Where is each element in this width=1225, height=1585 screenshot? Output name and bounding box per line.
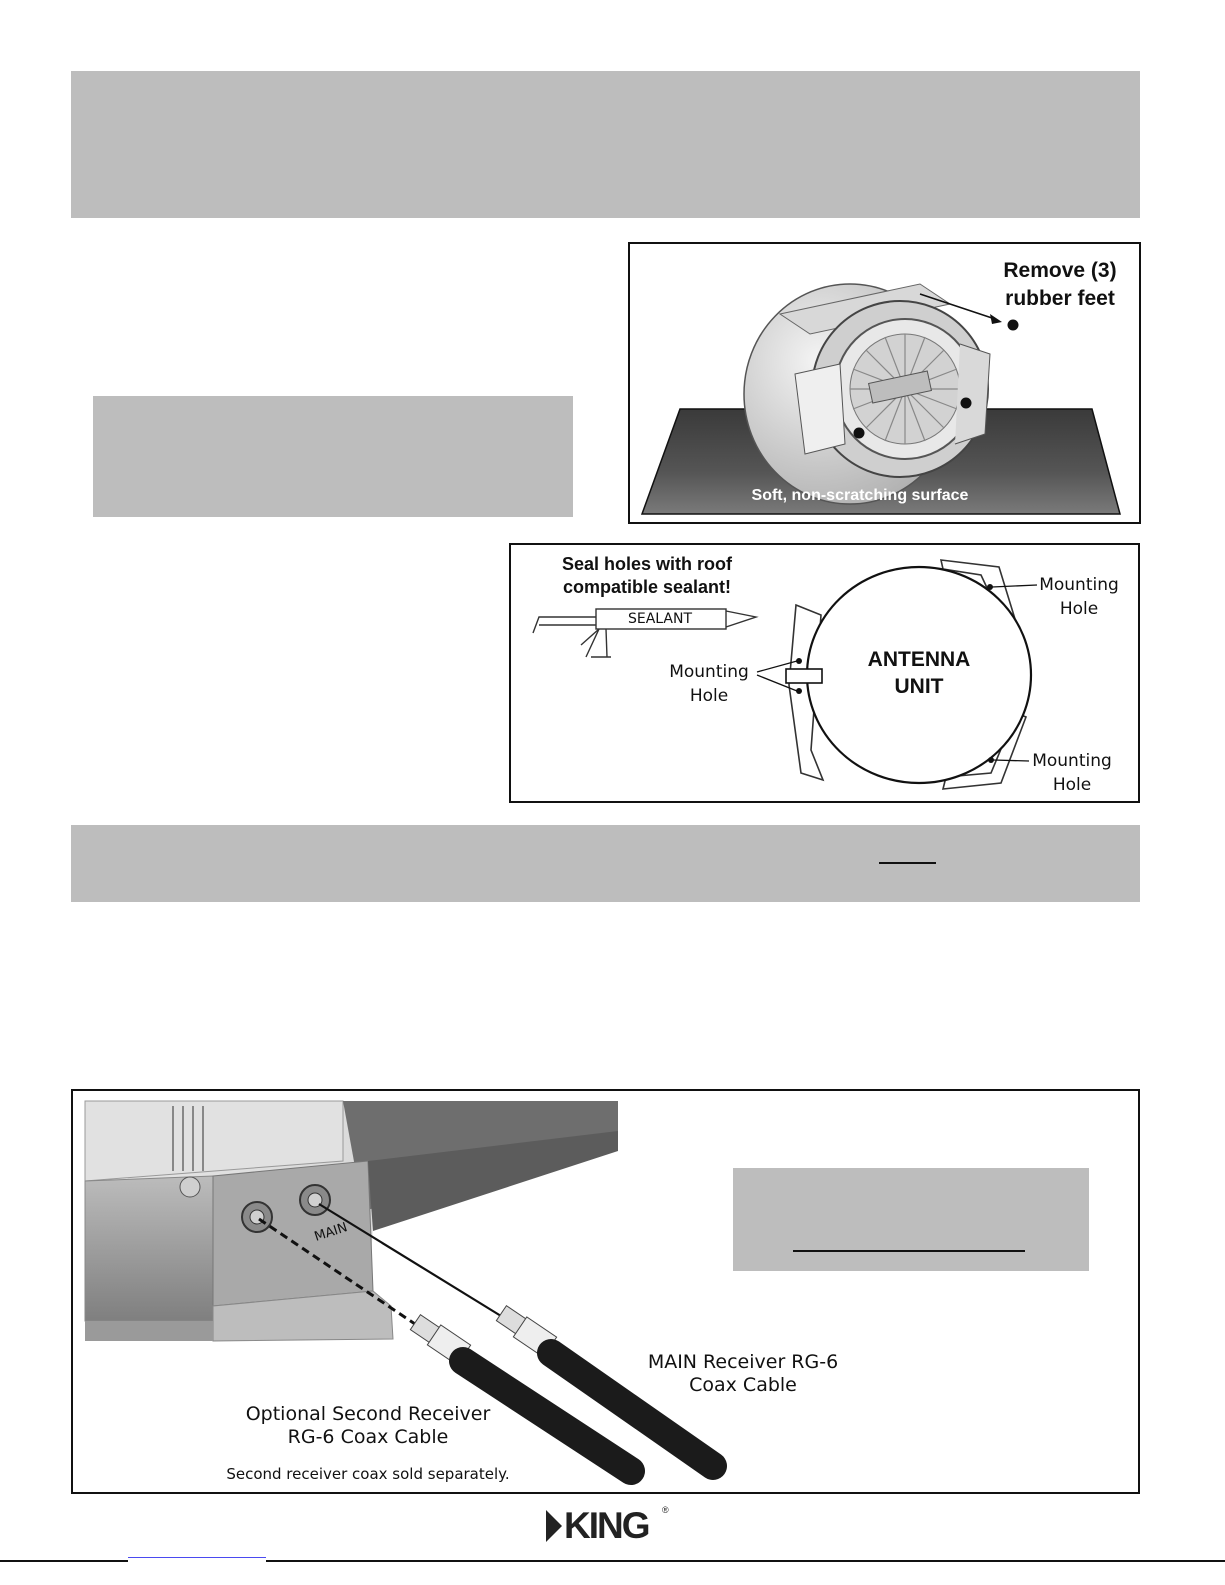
- mounting-hole-line-1: Mounting: [669, 662, 749, 682]
- seal-warning: [533, 553, 761, 599]
- antenna-unit-label: [849, 646, 989, 700]
- coax-note-underline: [793, 1250, 1025, 1252]
- antenna-unit-line-1: ANTENNA: [867, 648, 971, 671]
- main-cable-line-2: Coax Cable: [689, 1374, 797, 1396]
- surface-label: Soft, non-scratching surface: [751, 487, 969, 504]
- antenna-unit-line-2: UNIT: [894, 675, 944, 698]
- coax-note-box: [733, 1168, 1089, 1271]
- main-port-label: MAIN: [312, 1220, 350, 1245]
- coax-footnote: Second receiver coax sold separately.: [226, 1465, 510, 1483]
- mounting-hole-label-left: [659, 660, 759, 708]
- second-cable-line-2: RG-6 Coax Cable: [287, 1426, 449, 1448]
- mounting-hole-line-1: Mounting: [1032, 751, 1112, 771]
- mounting-hole-label-top-right: [1029, 573, 1129, 621]
- footer-rule-right: [266, 1560, 1225, 1562]
- remove-feet-callout: [985, 257, 1135, 313]
- seal-warning-line-2: compatible sealant!: [562, 577, 732, 597]
- mounting-hole-label-bottom-right: [1022, 749, 1122, 797]
- band-underline-mark: [879, 862, 936, 864]
- section-band: [71, 825, 1140, 902]
- note-box: [93, 396, 573, 517]
- sealant-tube-label: SEALANT: [627, 611, 693, 627]
- logo-registered-mark: ®: [662, 1505, 669, 1515]
- logo-chevron-icon: [546, 1510, 566, 1542]
- main-cable-label: [613, 1351, 873, 1397]
- mounting-hole-line-2: Hole: [1052, 775, 1092, 795]
- rubber-foot-marker: [854, 428, 865, 439]
- figure-mounting-holes: [509, 543, 1140, 803]
- figure-remove-feet: [628, 242, 1141, 524]
- header-band: [71, 71, 1140, 218]
- rubber-foot-marker: [961, 398, 972, 409]
- second-cable-line-1: Optional Second Receiver: [245, 1403, 491, 1425]
- footer-link-rule: [128, 1557, 266, 1558]
- seal-warning-line-1: Seal holes with roof: [561, 554, 733, 574]
- rubber-foot-marker: [1008, 320, 1019, 331]
- second-cable-label: [233, 1403, 503, 1449]
- figure-coax-connection: [71, 1089, 1140, 1494]
- callout-line-2: rubber feet: [1005, 287, 1115, 310]
- mounting-hole-line-2: Hole: [689, 686, 729, 706]
- mounting-hole-line-1: Mounting: [1039, 575, 1119, 595]
- callout-line-1: Remove (3): [1003, 259, 1117, 282]
- footer-rule-left: [0, 1560, 128, 1562]
- king-logo: [546, 1505, 686, 1545]
- logo-text: KING: [564, 1505, 649, 1546]
- mounting-hole-line-2: Hole: [1059, 599, 1099, 619]
- main-cable-line-1: MAIN Receiver RG-6: [647, 1351, 839, 1373]
